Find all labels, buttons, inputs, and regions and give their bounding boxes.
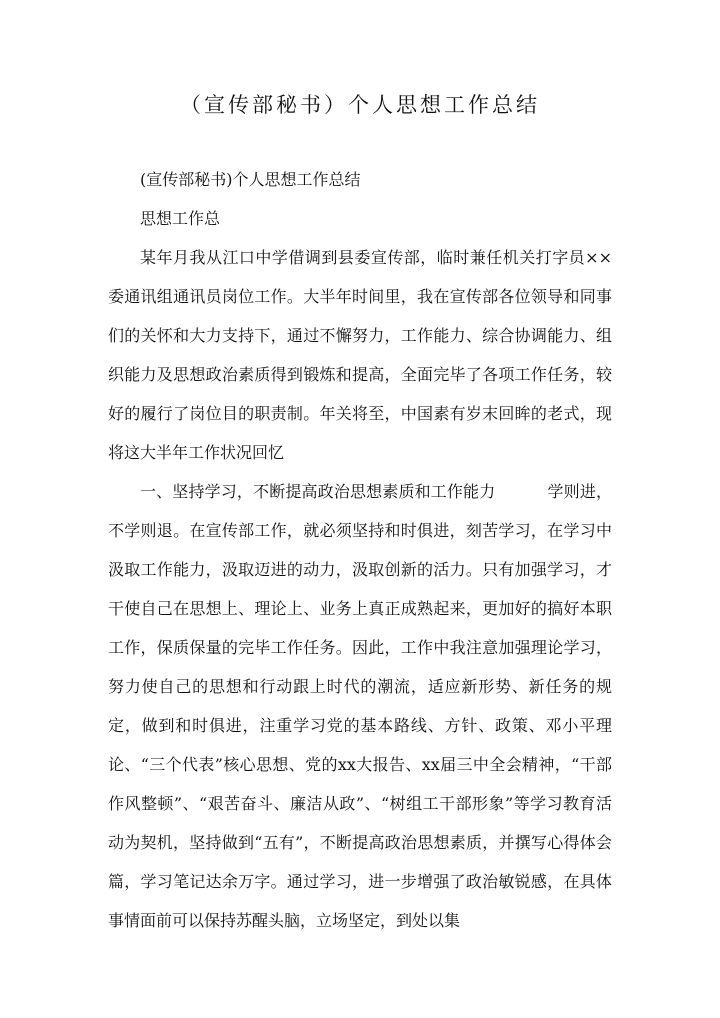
paragraph-section-one: [108, 472, 612, 940]
document-body: [108, 160, 612, 940]
paragraph-heading: 思想工作总: [140, 209, 221, 228]
section-text: 学则进，不学则退。在宣传部工作，就必须坚持和时俱进，刻苦学习，在学习中汲取工作能力，汲取迈进的动力，汲取创新的活力。只有加强学习，才干使自己在思想上、理论上、业务上真正成熟起来，更加好的搞好本职工作，保质保量的完毕工作任务。因此，工作中我注意加强理论学习，努力使自己的思想和行动跟上时代的潮流，适应新形势、新任务的规定，做到和时俱进，注重学习党的基本路线、方针、政策、邓小平理论、“三个代表”核心思想、党的xx大报告、xx届三中全会精神，“干部作风整顿”、“艰苦奋斗、廉洁从政”、“树组工干部形象”等学习教育活动为契机，坚持做到“五有”，不断提高政治思想素质，并撰写心得体会篇，学习笔记达余万字。通过学习，进一步增强了政治敏锐感，在具体事情面前可以保持苏醒头脑，立场坚定，到处以集: [108, 482, 612, 930]
section-heading: 一、坚持学习，不断提高政治思想素质和工作能力: [140, 482, 496, 501]
paragraph-intro: 某年月我从江口中学借调到县委宣传部，临时兼任机关打字员××委通讯组通讯员岗位工作。大半年时间里，我在宣传部各位领导和同事们的关怀和大力支持下，通过不懈努力，工作能力、综合协调能力、组织能力及思想政治素质得到锻炼和提高，全面完毕了各项工作任务，较好的履行了岗位目的职责制。年关将至，中国素有岁末回眸的老式，现将这大半年工作状况回忆: [108, 248, 612, 462]
document-title: （宣传部秘书）个人思想工作总结: [180, 93, 540, 117]
paragraph-subtitle: (宣传部秘书)个人思想工作总结: [140, 170, 361, 189]
